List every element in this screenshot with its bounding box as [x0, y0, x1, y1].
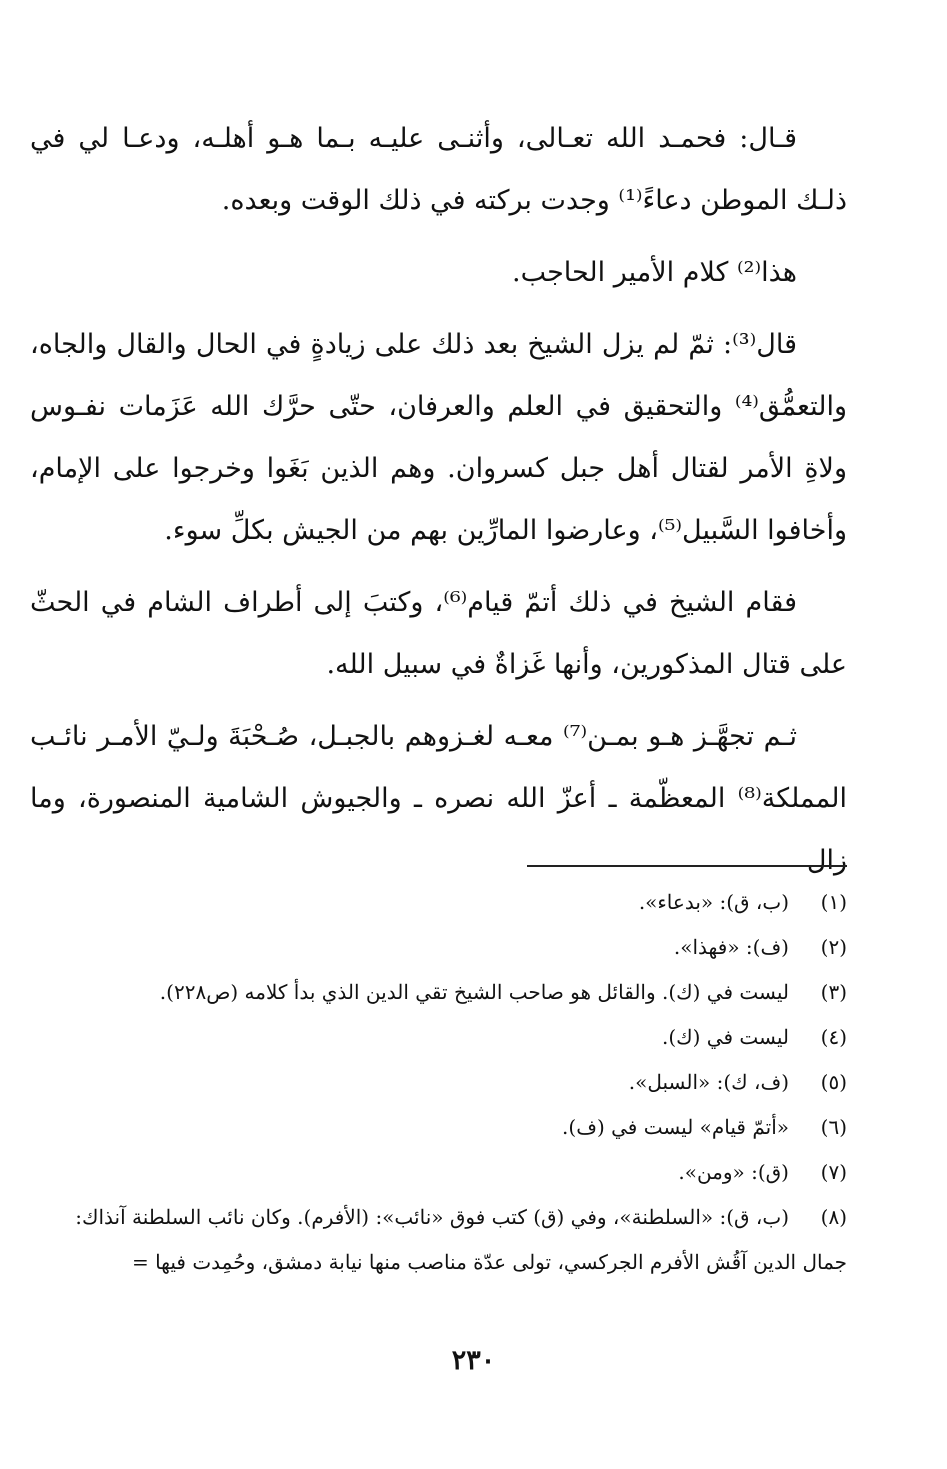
- footnote-text: «أتمّ قيام» ليست في (ف).: [562, 1115, 789, 1139]
- footnote-1: [25, 880, 847, 925]
- footnote-separator: [527, 865, 847, 867]
- footnote-number: (٦): [820, 1115, 847, 1139]
- footnote-text: (ف، ك): «السبل».: [628, 1070, 789, 1094]
- footnote-text: (ق): «ومن».: [678, 1160, 789, 1184]
- paragraph-3: قال⁽³⁾: ثمّ لم يزل الشيخ بعد ذلك على زيادةٍ في الحال والقال والجاه، والتعمُّق⁽⁴⁾ والتحقيق في العلم والعرفان، حتّى حرَّك الله عَزَمات نفـوس ولاةِ الأمر لقتال أهل جبل كسروان. وهم الذين بَغَوا وخرجوا على الإمام، وأخافوا السَّبيل⁽⁵⁾، وعارضوا المارِّين بهم من الجيش بكلِّ سوء.: [30, 329, 847, 546]
- footnote-text: (ب، ق): «السلطنة»، وفي (ق) كتب فوق «نائب»: (الأفرم). وكان نائب السلطنة آنذاك:: [75, 1205, 789, 1229]
- footnote-number: (٥): [820, 1070, 847, 1094]
- footnote-2: [25, 925, 847, 970]
- page-number: ٢٣٠: [451, 1345, 496, 1376]
- paragraph-1: قـال: فحمـد الله تعـالى، وأثنـى عليـه بـما هـو أهلـه، ودعـا لي في ذلـك الموطن دعاءً⁽¹⁾ وجدت بركته في ذلك الوقت وبعده.: [30, 123, 847, 216]
- footnote-text: ليست في (ك).: [661, 1025, 789, 1049]
- footnotes: [25, 880, 847, 1285]
- footnote-number: (٧): [820, 1160, 847, 1184]
- footnote-number: (٢): [820, 935, 847, 959]
- paragraph-4: فقام الشيخ في ذلك أتمّ قيام⁽⁶⁾، وكتبَ إلى أطراف الشام في الحثّ على قتال المذكورين، وأنها غَزاةٌ في سبيل الله.: [30, 587, 847, 680]
- footnote-text: (ب، ق): «بدعاء».: [638, 890, 789, 914]
- footnote-6: [25, 1105, 847, 1150]
- footnote-8: [25, 1195, 847, 1240]
- footnote-number: (١): [820, 890, 847, 914]
- footnote-number: (٤): [820, 1025, 847, 1049]
- footnote-8-continuation: جمال الدين آقُش الأفرم الجركسي، تولى عدّة مناصب منها نيابة دمشق، وحُمِدت فيها =: [131, 1250, 847, 1274]
- footnote-7: [25, 1150, 847, 1195]
- paragraph-2: هذا⁽²⁾ كلام الأمير الحاجب.: [511, 257, 797, 288]
- footnote-number: (٨): [820, 1205, 847, 1229]
- footnote-3: [25, 970, 847, 1015]
- footnote-4: [25, 1015, 847, 1060]
- footnote-text: ليست في (ك). والقائل هو صاحب الشيخ تقي الدين الذي بدأ كلامه (ص٢٢٨).: [159, 980, 789, 1004]
- footnote-text: (ف): «فهذا».: [673, 935, 789, 959]
- footnote-number: (٣): [820, 980, 847, 1004]
- main-text: [30, 108, 847, 902]
- paragraph-5: ثـم تجهَّـز هـو بمـن⁽⁷⁾ معـه لغـزوهم بالجبـل، صُـحْبَةَ ولـيّ الأمـر نائـب المملكة⁽⁸⁾ المعظّمة ـ أعزّ الله نصره ـ والجيوش الشامية المنصورة، وما زال: [30, 721, 847, 876]
- footnote-5: [25, 1060, 847, 1105]
